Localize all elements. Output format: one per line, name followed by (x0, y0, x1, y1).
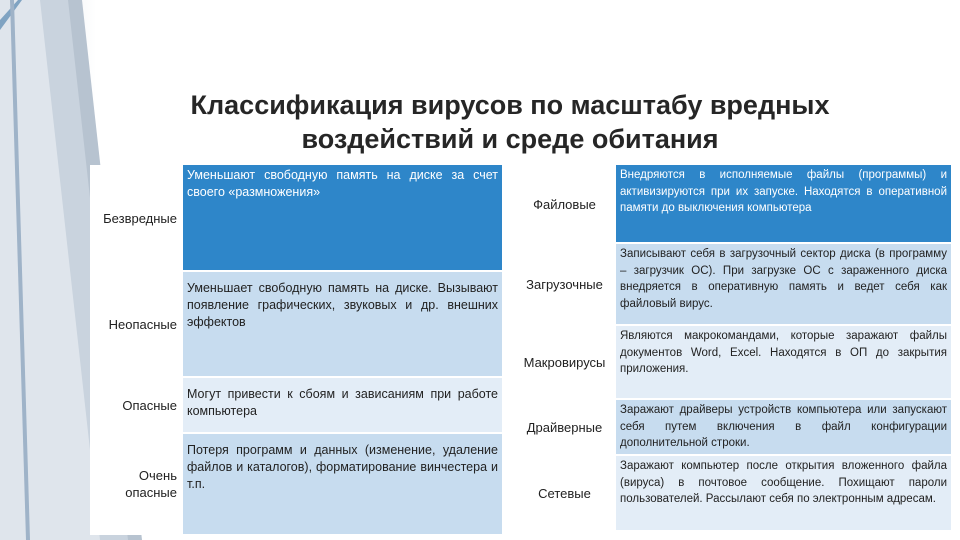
row-label: Опасные (90, 377, 182, 433)
table-row (90, 165, 502, 271)
row-description: Уменьшает свободную память на диске. Вызывают появление графических, звуковых и др. внешних эффектов (182, 271, 502, 377)
title-line-1: Классификация вирусов по масштабу вредных (190, 90, 830, 120)
row-description: Могут привести к сбоям и зависаниям при работе компьютера (182, 377, 502, 433)
table-row (515, 243, 951, 325)
row-label: Неопасные (90, 271, 182, 377)
row-label: Сетевые (515, 455, 615, 531)
slide-title (150, 88, 870, 156)
row-label: Файловые (515, 165, 615, 243)
row-label: Очень опасные (90, 433, 182, 535)
row-description: Внедряются в исполняемые файлы (программы) и активизируются при их запуске. Находятся в оперативной памяти до выключения компьютера (615, 165, 951, 243)
row-description: Уменьшают свободную память на диске за счет своего «размножения» (182, 165, 502, 271)
row-description: Являются макрокомандами, которые заражают файлы документов Word, Excel. Находятся в ОП до закрытия приложения. (615, 325, 951, 399)
table-row (515, 399, 951, 455)
row-label: Макровирусы (515, 325, 615, 399)
row-label: Загрузочные (515, 243, 615, 325)
row-description: Заражают драйверы устройств компьютера или запускают себя путем включения в файл конфигурации дополнительной строки. (615, 399, 951, 455)
table-row (90, 433, 502, 535)
habitat-classification-table (515, 165, 951, 532)
row-description: Заражают компьютер после открытия вложенного файла (вируса) в почтовое сообщение. Похищают пароли пользователей. Рассылают себя по электронным адресам. (615, 455, 951, 531)
table-row (90, 377, 502, 433)
title-line-2: воздействий и среде обитания (301, 124, 719, 154)
table-row (515, 455, 951, 531)
table-row (90, 271, 502, 377)
row-description: Записывают себя в загрузочный сектор диска (в программу – загрузчик ОС). При загрузке ОС с зараженного диска внедряется в оперативную память и ведет себя как файловый вирус. (615, 243, 951, 325)
row-label: Безвредные (90, 165, 182, 271)
table-row (515, 325, 951, 399)
row-label: Драйверные (515, 399, 615, 455)
row-description: Потеря программ и данных (изменение, удаление файлов и каталогов), форматирование винчестера и т.п. (182, 433, 502, 535)
harm-classification-table (90, 165, 502, 536)
table-row (515, 165, 951, 243)
